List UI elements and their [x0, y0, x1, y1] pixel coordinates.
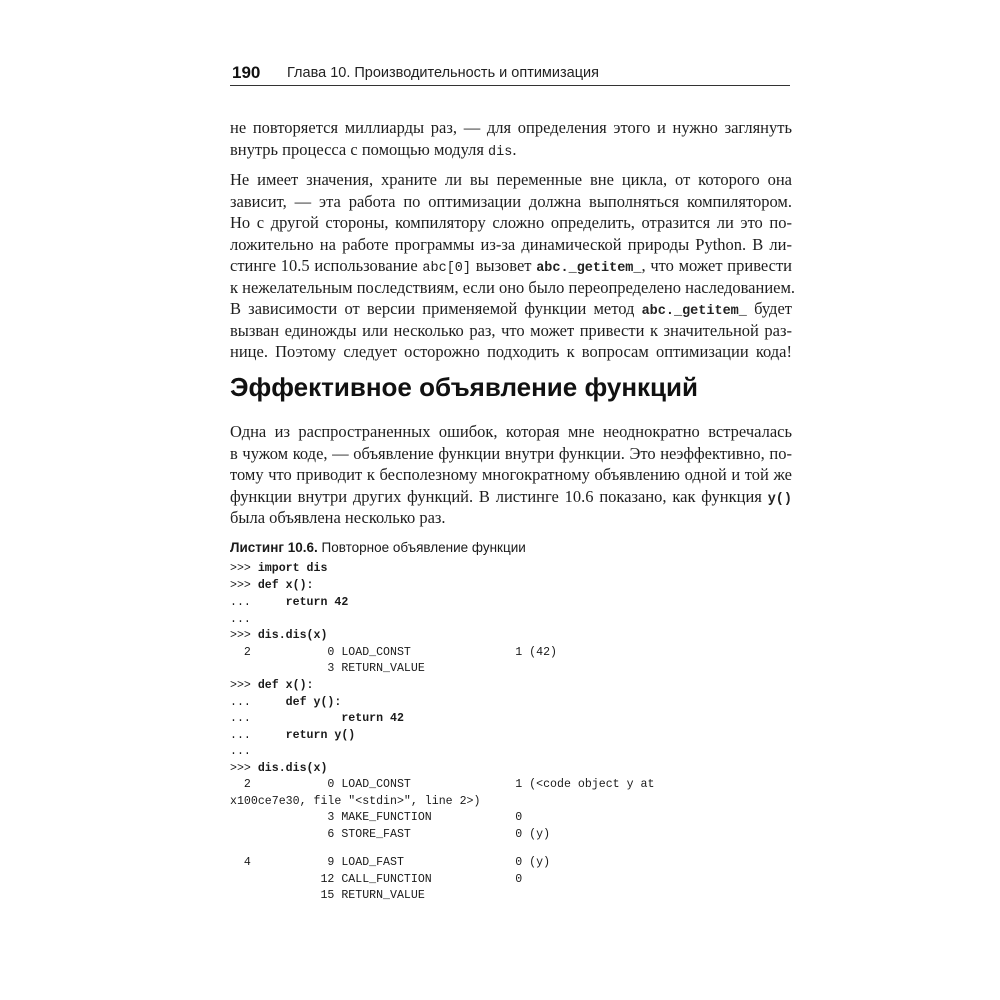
- code-line: [230, 595, 348, 612]
- code-prompt: >>>: [230, 562, 258, 575]
- paragraph-line: вызван единожды или несколько раз, что может привести к значительной раз-: [230, 320, 792, 340]
- paragraph-2: [230, 169, 796, 363]
- code-text: def x():: [257, 579, 314, 592]
- paragraph-line: тому что приводит к бесполезному многократному объявлению одной и той же: [230, 465, 792, 484]
- code-prompt: ...: [230, 696, 286, 709]
- code-text: import dis: [257, 562, 328, 575]
- paragraph-line: функции внутри других функций. В листинге 10.6 показано, как функция y(): [230, 486, 792, 507]
- listing-caption-text: Повторное объявление функции: [317, 540, 526, 555]
- paragraph-line: к нежелательным последствиям, если оно было переопределено наследованием.: [230, 277, 796, 297]
- code-text: return 42: [285, 596, 349, 609]
- inline-code: abc[0]: [422, 261, 471, 276]
- code-text: x100ce7e30, file "<stdin>", line 2>): [230, 795, 481, 808]
- code-line: [230, 794, 480, 811]
- inline-code: abc._getitem_: [536, 261, 642, 276]
- code-text: def y():: [285, 696, 342, 709]
- paragraph-line: нице. Поэтому следует осторожно подходить к вопросам оптимизации кода!: [230, 342, 792, 361]
- code-line: [230, 827, 550, 844]
- code-line: [230, 628, 327, 645]
- code-text: 2 0 LOAD_CONST 1 (42): [230, 646, 557, 659]
- listing-caption-label: Листинг 10.6.: [230, 540, 318, 555]
- code-line: [230, 810, 522, 827]
- code-text: 12 CALL_FUNCTION 0: [230, 873, 523, 886]
- code-prompt: >>>: [230, 762, 258, 775]
- code-line: [230, 744, 251, 761]
- code-line: [230, 761, 327, 778]
- code-text: dis.dis(x): [257, 629, 328, 642]
- code-prompt: >>>: [230, 629, 258, 642]
- code-text: 2 0 LOAD_CONST 1 (<code object y at: [230, 778, 655, 791]
- section-heading: Эффективное объявление функций: [230, 372, 698, 402]
- paragraph-line: ложительно на работе программы из-за динамической природы Python. В ли-: [230, 234, 792, 254]
- paragraph-line: в чужом коде, — объявление функции внутри функции. Это неэффективно, по-: [230, 443, 792, 463]
- code-line: [230, 678, 314, 695]
- code-prompt: ...: [230, 712, 342, 725]
- paragraph-line: В зависимости от версии применяемой функции метод abc._getitem_ будет: [230, 299, 792, 319]
- code-text: 3 MAKE_FUNCTION 0: [230, 811, 523, 824]
- chapter-title: Глава 10. Производительность и оптимизация: [287, 65, 599, 81]
- inline-code: dis: [488, 144, 513, 160]
- code-prompt: ...: [230, 729, 286, 742]
- listing-caption: [230, 540, 526, 555]
- code-prompt: ...: [230, 745, 251, 758]
- inline-code: abc._getitem_: [641, 304, 747, 319]
- page-number: 190: [232, 63, 261, 82]
- code-line: [230, 661, 425, 678]
- running-head: [230, 63, 790, 87]
- code-prompt: ...: [230, 613, 251, 626]
- code-text: return 42: [341, 712, 404, 725]
- code-line: [230, 872, 522, 889]
- code-prompt: ...: [230, 596, 286, 609]
- code-text: dis.dis(x): [257, 762, 328, 775]
- code-line: [230, 728, 355, 745]
- code-prompt: >>>: [230, 579, 258, 592]
- code-text: 6 STORE_FAST 0 (y): [230, 828, 551, 841]
- code-line: [230, 561, 327, 578]
- code-line: [230, 711, 404, 728]
- paragraph-line: Одна из распространенных ошибок, которая мне неоднократно встречалась: [230, 422, 792, 441]
- code-prompt: >>>: [230, 679, 258, 692]
- code-line: [230, 645, 557, 662]
- paragraph-1: [230, 117, 792, 160]
- code-line: [230, 777, 654, 794]
- paragraph-line: была объявлена несколько раз.: [230, 508, 446, 527]
- paragraph-line: не повторяется миллиарды раз, — для определения этого и нужно заглянуть: [230, 118, 792, 137]
- paragraph-line: стинге 10.5 использование abc[0] вызовет abc._getitem_, что может привести: [230, 256, 792, 276]
- paragraph-line: внутрь процесса с помощью модуля dis.: [230, 139, 517, 160]
- paragraph-line: Но с другой стороны, компилятору сложно определить, отразится ли это по-: [230, 213, 792, 232]
- paragraph-3: [230, 421, 792, 529]
- code-text: 3 RETURN_VALUE: [230, 662, 425, 675]
- code-text: 4 9 LOAD_FAST 0 (y): [230, 856, 551, 869]
- code-text: 15 RETURN_VALUE: [230, 889, 425, 902]
- code-line: [230, 888, 425, 905]
- paragraph-line: Не имеет значения, храните ли вы переменные вне цикла, от которого она: [230, 170, 792, 189]
- paragraph-line: зависит, — эта работа по оптимизации должна выполняться компилятором.: [230, 191, 792, 211]
- code-text: return y(): [285, 729, 356, 742]
- code-line: [230, 578, 314, 595]
- header-rule: [230, 85, 790, 86]
- inline-code: y(): [767, 491, 792, 507]
- code-line: [230, 855, 550, 872]
- code-line: [230, 695, 341, 712]
- code-text: def x():: [257, 679, 314, 692]
- code-line: [230, 612, 251, 629]
